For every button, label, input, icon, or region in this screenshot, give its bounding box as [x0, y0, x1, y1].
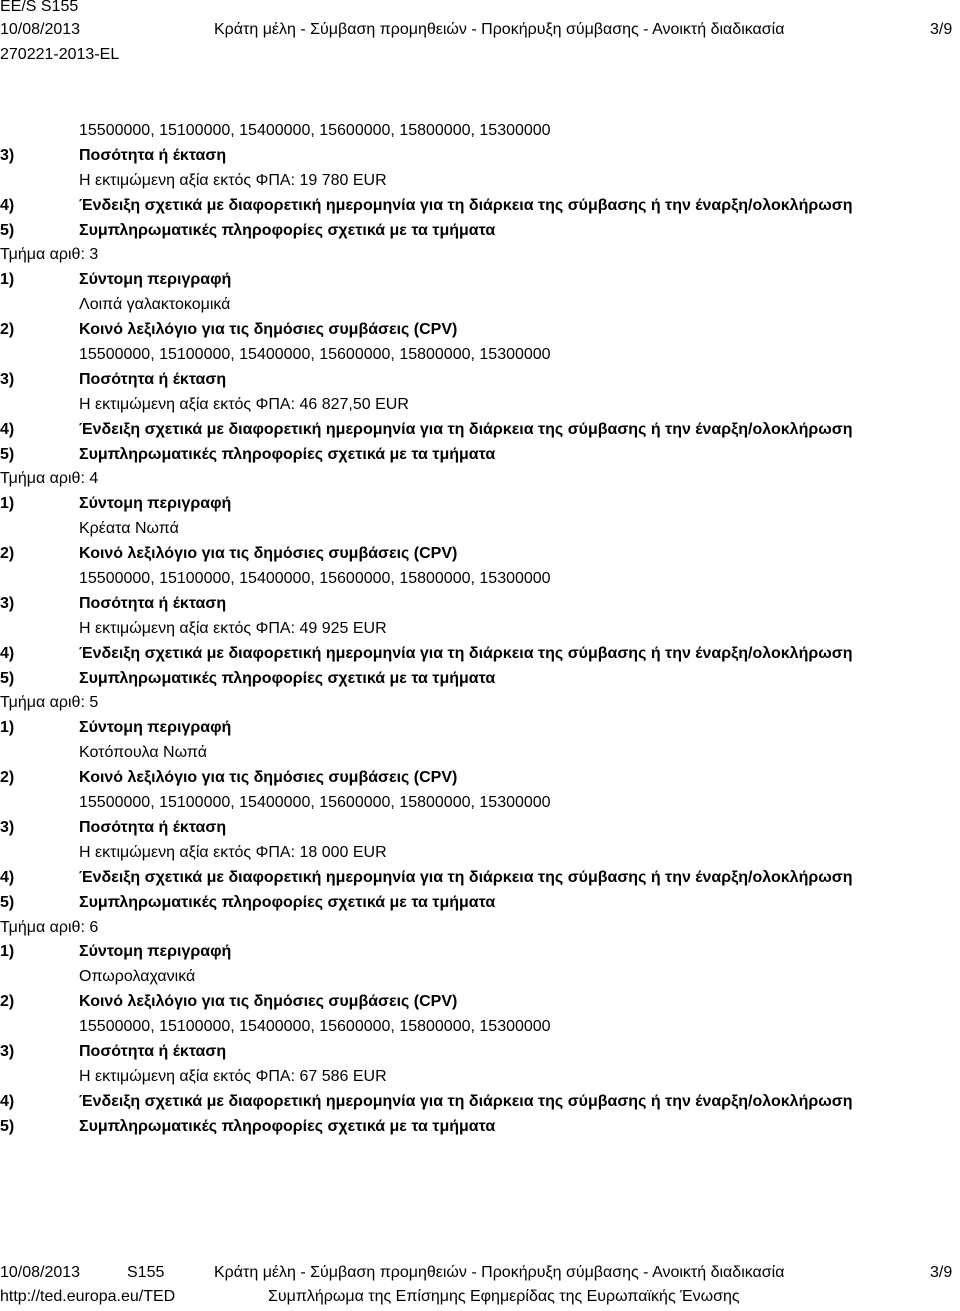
dates-heading-row — [0, 194, 960, 219]
short-desc-heading: Σύντομη περιγραφή — [79, 719, 232, 737]
dates-heading: Ένδειξη σχετικά με διαφορετική ημερομηνία για τη διάρκεια της σύμβασης ή την έναρξη/ολοκλήρωση — [79, 1092, 853, 1110]
quantity-heading: Ποσότητα ή έκταση — [79, 146, 227, 164]
section-number: 5) — [0, 669, 15, 687]
extra-heading: Συμπληρωματικές πληροφορίες σχετικά με τα τμήματα — [79, 445, 496, 463]
header-title: Κράτη μέλη - Σύμβαση προμηθειών - Προκήρυξη σύμβασης - Ανοικτή διαδικασία — [214, 21, 785, 38]
estimated-value: Η εκτιμώμενη αξία εκτός ΦΠΑ: 67 586 EUR — [79, 1067, 387, 1085]
short-desc-heading-row — [0, 492, 960, 517]
section-number: 3) — [0, 818, 15, 836]
quantity-heading-row — [0, 816, 960, 841]
header-page: 3/9 — [930, 21, 953, 38]
lot-heading: Τμήμα αριθ: 4 — [0, 470, 99, 488]
description-row — [0, 741, 960, 766]
section-number: 3) — [0, 146, 15, 164]
extra-heading: Συμπληρωματικές πληροφορίες σχετικά με τα τμήματα — [79, 221, 496, 239]
cpv-codes: 15500000, 15100000, 15400000, 15600000, 15800000, 15300000 — [79, 570, 551, 588]
cpv-heading: Κοινό λεξιλόγιο για τις δημόσιες συμβάσεις (CPV) — [79, 993, 458, 1011]
lot-description: Οπωρολαχανικά — [79, 968, 196, 986]
short-desc-heading: Σύντομη περιγραφή — [79, 271, 232, 289]
dates-heading: Ένδειξη σχετικά με διαφορετική ημερομηνία για τη διάρκεια της σύμβασης ή την έναρξη/ολοκλήρωση — [79, 868, 853, 886]
value-row — [0, 393, 960, 418]
extra-heading-row — [0, 667, 960, 692]
quantity-heading-row — [0, 144, 960, 169]
footer-series: S155 — [127, 1264, 165, 1281]
section-number: 4) — [0, 868, 15, 886]
quantity-heading: Ποσότητα ή έκταση — [79, 594, 227, 612]
notice-body — [0, 119, 960, 1140]
section-number: 2) — [0, 321, 15, 339]
section-number: 3) — [0, 370, 15, 388]
short-desc-heading-row — [0, 268, 960, 293]
quantity-heading: Ποσότητα ή έκταση — [79, 1042, 227, 1060]
lot-description: Κρέατα Νωπά — [79, 520, 179, 538]
lot-description: Κοτόπουλα Νωπά — [79, 744, 207, 762]
quantity-heading-row — [0, 592, 960, 617]
cpv-heading-row — [0, 990, 960, 1015]
section-number: 5) — [0, 893, 15, 911]
doc-id: EE/S S155 — [0, 0, 79, 15]
cpv-heading: Κοινό λεξιλόγιο για τις δημόσιες συμβάσεις (CPV) — [79, 545, 458, 563]
cpv-codes-row — [0, 567, 960, 592]
description-row — [0, 293, 960, 318]
estimated-value: Η εκτιμώμενη αξία εκτός ΦΠΑ: 18 000 EUR — [79, 843, 387, 861]
lot-heading: Τμήμα αριθ: 3 — [0, 246, 99, 264]
section-number: 5) — [0, 445, 15, 463]
extra-heading: Συμπληρωματικές πληροφορίες σχετικά με τα τμήματα — [79, 893, 496, 911]
value-row — [0, 841, 960, 866]
notice-number: 270221-2013-EL — [0, 46, 120, 63]
footer-page: 3/9 — [930, 1264, 953, 1281]
dates-heading-row — [0, 866, 960, 891]
value-row — [0, 169, 960, 194]
lot-heading-row — [0, 467, 960, 492]
cpv-codes-row — [0, 791, 960, 816]
lot-heading-row — [0, 243, 960, 268]
dates-heading: Ένδειξη σχετικά με διαφορετική ημερομηνία για τη διάρκεια της σύμβασης ή την έναρξη/ολοκλήρωση — [79, 420, 853, 438]
cpv-heading: Κοινό λεξιλόγιο για τις δημόσιες συμβάσεις (CPV) — [79, 769, 458, 787]
quantity-heading-row — [0, 1040, 960, 1065]
section-number: 4) — [0, 196, 15, 214]
cpv-codes: 15500000, 15100000, 15400000, 15600000, 15800000, 15300000 — [79, 1018, 551, 1036]
estimated-value: Η εκτιμώμενη αξία εκτός ΦΠΑ: 19 780 EUR — [79, 171, 387, 189]
extra-heading: Συμπληρωματικές πληροφορίες σχετικά με τα τμήματα — [79, 669, 496, 687]
section-number: 1) — [0, 943, 15, 961]
dates-heading: Ένδειξη σχετικά με διαφορετική ημερομηνία για τη διάρκεια της σύμβασης ή την έναρξη/ολοκλήρωση — [79, 196, 853, 214]
section-number: 1) — [0, 271, 15, 289]
section-number: 4) — [0, 644, 15, 662]
description-row — [0, 517, 960, 542]
value-row — [0, 1065, 960, 1090]
short-desc-heading: Σύντομη περιγραφή — [79, 943, 232, 961]
short-desc-heading-row — [0, 716, 960, 741]
extra-heading-row — [0, 1115, 960, 1140]
section-number: 4) — [0, 1092, 15, 1110]
cpv-codes-row — [0, 1015, 960, 1040]
dates-heading-row — [0, 642, 960, 667]
lot-heading: Τμήμα αριθ: 5 — [0, 694, 99, 712]
short-desc-heading-row — [0, 940, 960, 965]
quantity-heading: Ποσότητα ή έκταση — [79, 370, 227, 388]
estimated-value: Η εκτιμώμενη αξία εκτός ΦΠΑ: 49 925 EUR — [79, 619, 387, 637]
extra-heading-row — [0, 891, 960, 916]
cpv-codes-row — [0, 343, 960, 368]
quantity-heading: Ποσότητα ή έκταση — [79, 818, 227, 836]
cpv-codes: 15500000, 15100000, 15400000, 15600000, 15800000, 15300000 — [79, 346, 551, 364]
footer-publication: Συμπλήρωμα της Επίσημης Εφημερίδας της Ευρωπαϊκής Ένωσης — [268, 1288, 740, 1305]
lot-heading-row — [0, 916, 960, 941]
cpv-heading-row — [0, 542, 960, 567]
section-number: 2) — [0, 545, 15, 563]
header-date: 10/08/2013 — [0, 21, 81, 38]
cpv-codes: 15500000, 15100000, 15400000, 15600000, 15800000, 15300000 — [79, 794, 551, 812]
section-number: 3) — [0, 594, 15, 612]
cpv-codes-row — [0, 119, 960, 144]
section-number: 4) — [0, 420, 15, 438]
quantity-heading-row — [0, 368, 960, 393]
lot-description: Λοιπά γαλακτοκομικά — [79, 296, 231, 314]
description-row — [0, 965, 960, 990]
dates-heading: Ένδειξη σχετικά με διαφορετική ημερομηνία για τη διάρκεια της σύμβασης ή την έναρξη/ολοκλήρωση — [79, 644, 853, 662]
lot-heading: Τμήμα αριθ: 6 — [0, 918, 99, 936]
section-number: 1) — [0, 719, 15, 737]
cpv-heading-row — [0, 766, 960, 791]
extra-heading-row — [0, 219, 960, 244]
section-number: 2) — [0, 769, 15, 787]
estimated-value: Η εκτιμώμενη αξία εκτός ΦΠΑ: 46 827,50 EUR — [79, 395, 409, 413]
cpv-heading-row — [0, 318, 960, 343]
short-desc-heading: Σύντομη περιγραφή — [79, 495, 232, 513]
section-number: 3) — [0, 1042, 15, 1060]
value-row — [0, 617, 960, 642]
ted-link[interactable]: http://ted.europa.eu/TED — [0, 1288, 176, 1305]
section-number: 2) — [0, 993, 15, 1011]
section-number: 1) — [0, 495, 15, 513]
footer-date: 10/08/2013 — [0, 1264, 81, 1281]
lot-heading-row — [0, 691, 960, 716]
dates-heading-row — [0, 1090, 960, 1115]
cpv-codes: 15500000, 15100000, 15400000, 15600000, 15800000, 15300000 — [79, 122, 551, 139]
footer-title: Κράτη μέλη - Σύμβαση προμηθειών - Προκήρυξη σύμβασης - Ανοικτή διαδικασία — [214, 1264, 785, 1281]
dates-heading-row — [0, 418, 960, 443]
cpv-heading: Κοινό λεξιλόγιο για τις δημόσιες συμβάσεις (CPV) — [79, 321, 458, 339]
extra-heading: Συμπληρωματικές πληροφορίες σχετικά με τα τμήματα — [79, 1117, 496, 1135]
section-number: 5) — [0, 1117, 15, 1135]
section-number: 5) — [0, 221, 15, 239]
extra-heading-row — [0, 443, 960, 468]
